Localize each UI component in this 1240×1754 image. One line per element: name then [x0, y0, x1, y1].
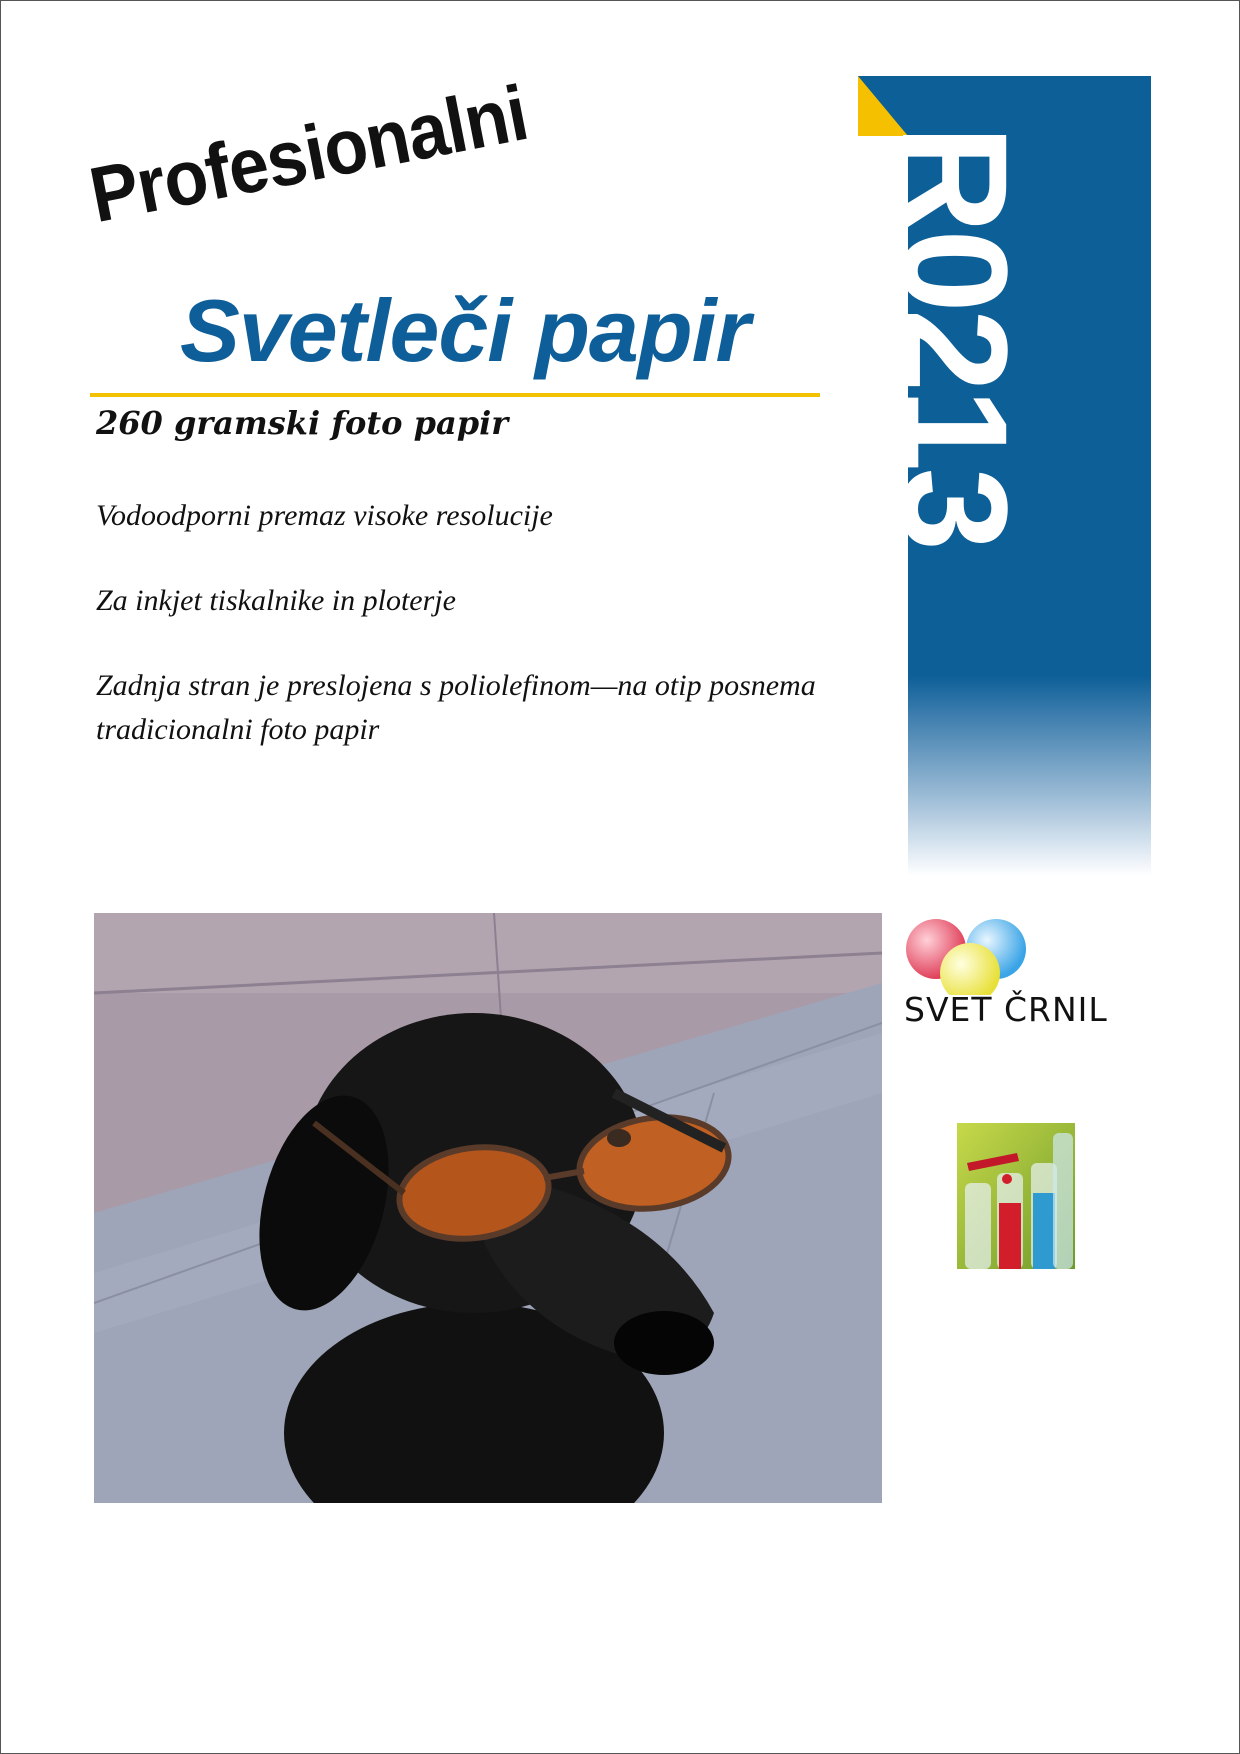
feature-2: Za inkjet tiskalnike in ploterje [96, 584, 456, 617]
headline-glossy-paper: Svetleči papir [180, 281, 750, 380]
feature-1: Vodoodporni premaz visoke resolucije [96, 499, 553, 532]
feature-3: Zadnja stran je preslojena s poliolefinom—na otip posnema tradicionalni foto papir [96, 669, 816, 746]
logo-text: SVET ČRNIL [904, 990, 1108, 1029]
ink-bubbles-icon [900, 915, 1150, 995]
test-tubes-image [957, 1123, 1075, 1269]
headline [82, 60, 680, 290]
yellow-rule [90, 393, 820, 397]
headline-professional: Profesionalni [82, 68, 535, 240]
dog-with-sunglasses-image [94, 913, 882, 1503]
test-tubes-icon [957, 1123, 1075, 1269]
product-code: R0213 [871, 125, 1039, 548]
subtitle: 260 gramski foto papir [96, 404, 509, 442]
dog-photo [94, 913, 882, 1503]
svet-crnil-logo [900, 915, 1150, 1035]
